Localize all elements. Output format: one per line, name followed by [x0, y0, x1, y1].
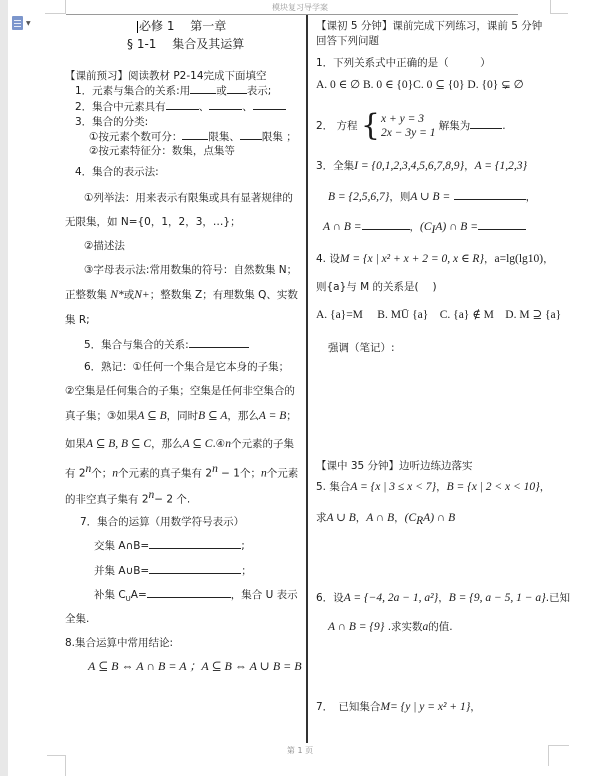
text: ，: [464, 160, 475, 172]
in-class-heading: 【课中 35 分钟】边听边练边落实: [316, 460, 473, 472]
item-8-formula: A ⊆ B ⇔ A ∩ B = A ；A ⊆ B ⇔ A ∪ B = B: [88, 659, 302, 673]
item-7: 7．集合的运算（用数学符号表示）: [80, 516, 245, 528]
question-6-line2: [328, 619, 453, 634]
text: ，: [484, 253, 495, 265]
item-1-end: 表示;: [246, 85, 272, 97]
section-title: § 1-1 集合及其运算: [127, 37, 245, 51]
text: 并集 A∪B=: [94, 565, 150, 577]
equation-2: 2x − 3y = 1: [380, 127, 436, 139]
text: 个元素的子集: [230, 438, 294, 450]
math: A = {−4, 2a − 1, a²}: [343, 592, 439, 604]
question-5-line2: [316, 510, 455, 527]
item-3: 3．集合的分类:: [75, 116, 149, 128]
question-2: [316, 108, 506, 143]
question-7: [316, 699, 481, 714]
math: A ∪ B =: [410, 191, 451, 203]
math: A ∩ B: [366, 512, 395, 524]
question-6: [316, 590, 570, 605]
text: 个元素: [266, 467, 299, 480]
subscript: R: [416, 515, 424, 528]
math: N*: [110, 289, 124, 301]
math: B = {2,5,6,7}: [328, 191, 390, 203]
text: .求实数: [384, 621, 423, 633]
math: A = {x | 3 ≤ x < 7}: [350, 481, 437, 493]
question-4: [316, 251, 554, 266]
separator: 、: [242, 101, 253, 113]
left-brace-icon: {: [360, 108, 380, 143]
math: B ⊆ A: [198, 410, 228, 422]
question-3: [316, 158, 527, 173]
text: ，: [470, 701, 481, 713]
math: A ⊆ B: [137, 410, 167, 422]
text: ，则: [389, 191, 411, 203]
text: 6．设: [316, 592, 344, 604]
math: A ∩ B =: [323, 221, 362, 233]
text: ，: [355, 512, 367, 524]
text: 5. 集合: [316, 481, 351, 493]
equation-1: x + y = 3: [380, 113, 424, 125]
question-1: 1．下列关系式中正确的是（ ）: [316, 57, 491, 69]
text: ，: [543, 253, 554, 265]
item-4: 4．集合的表示法:: [75, 166, 159, 178]
math: M = {x | x² + x + 2 = 0, x ∈ R}: [339, 253, 484, 265]
item-4b: ②描述法: [84, 240, 125, 252]
text: 求: [316, 512, 327, 524]
separator: 、: [198, 101, 210, 113]
item-7d: 全集.: [65, 613, 90, 625]
preview-heading: 【课前预习】阅读教材 P2-14完成下面填空: [65, 70, 267, 82]
equation-system: [360, 108, 436, 143]
text: ；: [241, 565, 252, 577]
blank: [470, 118, 502, 129]
math: I = {0,1,2,3,4,5,6,7,8,9}: [354, 160, 465, 172]
text: 解集为: [438, 120, 471, 132]
text: ，: [438, 592, 449, 604]
page-footer: 第 1 页: [286, 746, 314, 755]
item-8: 8.集合运算中常用结论:: [65, 637, 174, 649]
math: A ⊆ B, B ⊆ C: [86, 438, 152, 450]
item-3a-mid: 限集、: [208, 131, 240, 143]
math: (C: [420, 221, 432, 233]
item-4c-cont2: 集 R;: [65, 314, 90, 326]
text: 的非空真子集有 2: [65, 493, 149, 506]
item-3b: ②按元素特征分：数集，点集等: [89, 145, 235, 157]
text: 补集 C: [94, 589, 126, 601]
math: A) ∩ B: [423, 512, 456, 524]
text: ，: [394, 512, 405, 524]
item-3a-text: ①按元素个数可分：: [89, 131, 183, 143]
text: ，: [539, 481, 551, 493]
text: ；整数集 Z；有理数集 Q、实数: [149, 289, 298, 301]
text: A=: [130, 589, 147, 601]
blank: [454, 189, 526, 200]
text: .: [502, 120, 506, 132]
text: 7． 已知集合: [316, 701, 381, 713]
question-3-line3: [323, 219, 526, 236]
text: 的值.: [428, 621, 453, 633]
math: A = B: [258, 410, 287, 422]
margin-corner-mark: [47, 755, 66, 776]
text: ，: [525, 191, 537, 203]
text: ，同时: [166, 410, 199, 422]
math: n: [112, 467, 119, 480]
item-4a-cont: 无限集，如 N={0，1，2，3，…}；: [65, 216, 241, 228]
math: A ∪ B: [326, 512, 356, 524]
margin-corner-mark: [548, 745, 569, 766]
text: 真子集；③如果: [65, 410, 138, 422]
subscript: I: [431, 224, 436, 237]
text: ，那么: [227, 410, 259, 422]
item-2-text: 2．集合中元素具有: [75, 101, 166, 113]
dropdown-caret-icon: ▼: [26, 19, 31, 27]
text: 2． 方程: [316, 120, 358, 132]
text: ；: [286, 410, 297, 422]
math: B = {9, a − 5, 1 − a}: [448, 592, 546, 604]
math: A ∩ B = {9}: [328, 621, 385, 633]
math: (C: [404, 512, 417, 524]
math: n: [148, 489, 155, 501]
item-1-text: 1．元素与集合的关系:用: [75, 85, 191, 97]
text: ，那么: [151, 438, 183, 450]
text: 个元素的真子集有 2: [118, 467, 213, 480]
item-6: 6．熟记：①任何一个集合是它本身的子集；: [84, 361, 290, 373]
question-3-line2: [328, 189, 536, 204]
text: 交集 A∩B=: [94, 540, 150, 552]
text: 个；: [91, 467, 113, 480]
text: 如果: [65, 438, 86, 450]
pre-class-heading-cont: 回答下列问题: [316, 35, 379, 47]
math: n: [225, 438, 231, 450]
subscript: U: [125, 595, 131, 604]
math: n: [260, 467, 267, 480]
item-6b: ②空集是任何集合的子集；空集是任何非空集合的: [65, 385, 295, 397]
item-3a-end: 限集 ；: [261, 131, 297, 143]
math: n: [212, 463, 218, 475]
text: 有 2: [65, 467, 86, 480]
text: 正整数集: [65, 289, 111, 301]
notes-label: 强调（笔记）:: [328, 342, 395, 354]
math: A = {1,2,3}: [474, 160, 528, 172]
math: A) ∩ B =: [435, 221, 478, 233]
math: a: [422, 621, 429, 633]
text: ，集合 U 表示: [230, 589, 298, 601]
item-4a: ①列举法：用来表示有限集或具有显著规律的: [84, 192, 293, 204]
text: − 1个；: [217, 467, 261, 480]
text: .已知: [545, 592, 571, 604]
math: a=lg(lg10): [494, 253, 544, 265]
text: ，: [436, 481, 447, 493]
question-1-options: A. 0 ∈ ∅ B. 0 ∈ {0}C. 0 ⊆ {0} D. {0} ⊊ ∅: [316, 79, 524, 91]
question-4-prompt: 则{a}与 M 的关系是( ): [316, 281, 437, 293]
text: 4. 设: [316, 253, 340, 265]
math: B = {x | 2 < x < 10}: [446, 481, 540, 493]
question-4-options: A. {a}=M B. MŪ {a} C. {a} ∉ M D. M ⊇ {a}: [316, 309, 562, 321]
chapter-title-text: 必修 1 第一章: [139, 19, 227, 33]
item-1-or: 或: [216, 85, 227, 97]
text: ，: [409, 221, 421, 233]
blank: [362, 219, 410, 230]
text: − 2 个.: [154, 493, 191, 506]
item-4c: ③字母表示法:常用数集的符号：自然数集 N；: [84, 264, 298, 276]
page-header: 模块复习导学案: [272, 3, 328, 12]
math: M= {y | y = x² + 1}: [380, 701, 471, 713]
math: N+: [134, 289, 150, 301]
text: 3．全集: [316, 160, 355, 172]
text: 或: [123, 289, 135, 301]
item-5-text: 5．集合与集合的关系:: [84, 339, 189, 351]
question-5: [316, 479, 550, 494]
blank: [478, 219, 526, 230]
text: .④: [212, 438, 226, 450]
math: n: [85, 463, 92, 475]
math: A ⊆ C: [182, 438, 213, 450]
pre-class-heading: 【课初 5 分钟】课前完成下列练习，课前 5 分钟: [316, 20, 543, 32]
text: ;: [241, 540, 245, 552]
